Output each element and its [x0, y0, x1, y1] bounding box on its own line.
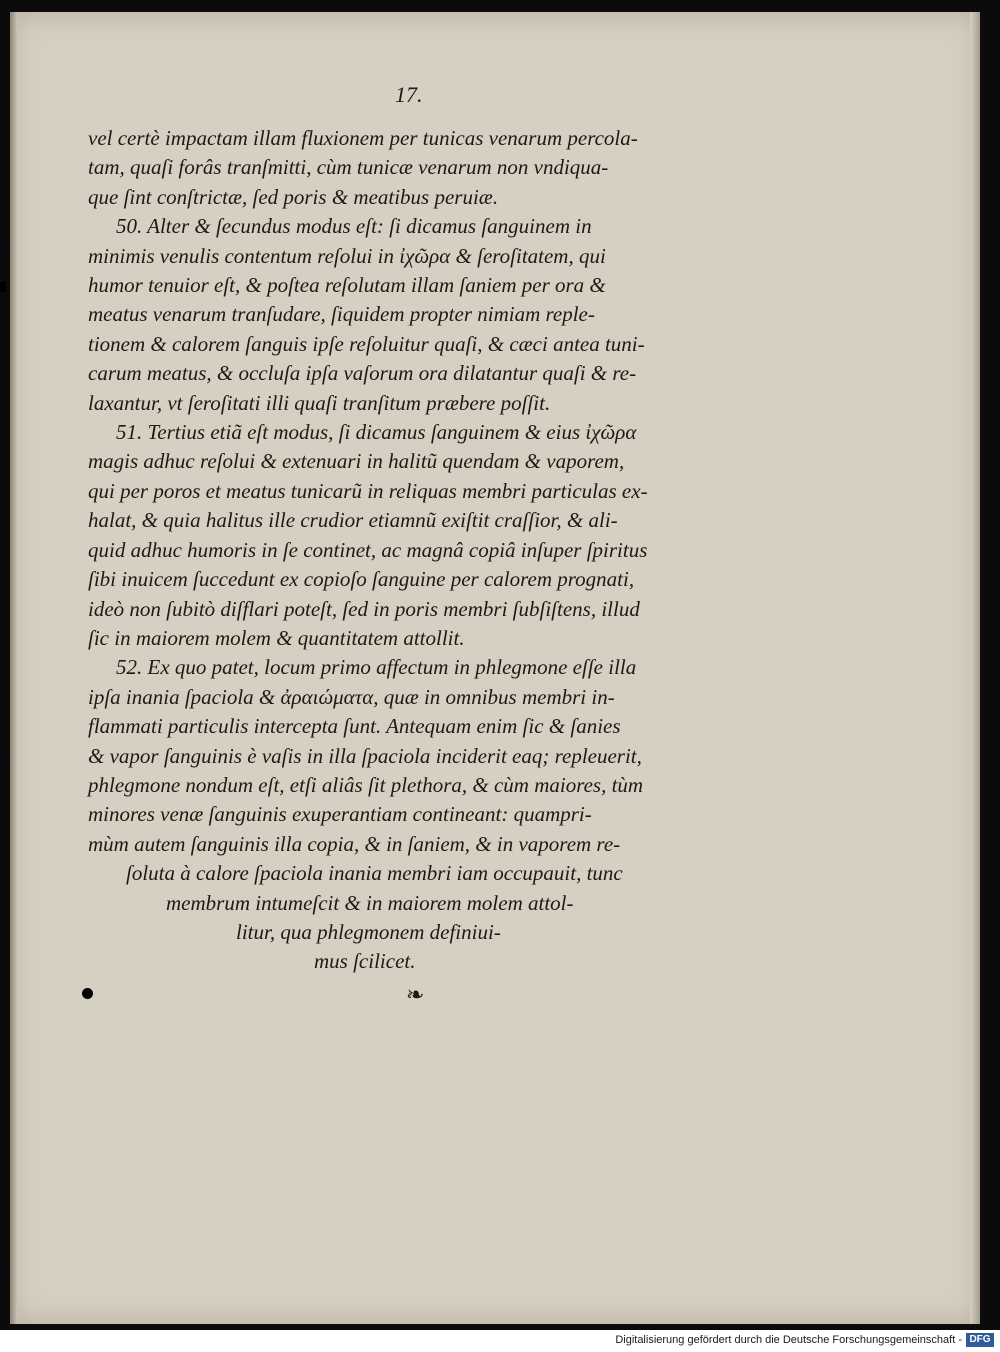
margin-mark: [0, 282, 6, 292]
top-spacer: [88, 80, 748, 124]
text-line: carum meatus, & occluſa ipſa vaſorum ora dilatantur quaſi & re-: [88, 361, 637, 386]
paragraph-51-start: 51. Tertius etiã eſt modus, ſi dicamus ſanguinem & eius ἰχῶρα: [116, 420, 637, 445]
text-line: tam, quaſi forâs tranſmitti, cùm tunicæ venarum non vndiqua-: [88, 155, 609, 180]
text-line: minores venæ ſanguinis exuperantiam contineant: quampri-: [88, 802, 592, 827]
text-line: mùm autem ſanguinis illa copia, & in ſaniem, & in vaporem re-: [88, 831, 621, 856]
footer-bar: [0, 1330, 1000, 1352]
text-line: ideò non ſubitò diſflari poteſt, ſed in poris membri ſubſiſtens, illud: [88, 596, 640, 621]
text-line: phlegmone nondum eſt, etſi aliâs ſit plethora, & cùm maiores, tùm: [88, 772, 644, 797]
text-line: minimis venulis contentum reſolui in ἰχῶρα & ſeroſitatem, qui: [88, 243, 606, 268]
text-line: flammati particulis intercepta ſunt. Antequam enim ſic & ſanies: [88, 714, 621, 739]
text-line: tionem & calorem ſanguis ipſe reſoluitur quaſi, & cæci antea tuni-: [88, 331, 645, 356]
paragraph-50-start: 50. Alter & ſecundus modus eſt: ſi dicamus ſanguinem in: [116, 214, 592, 239]
body-text: [88, 80, 748, 977]
page-right-edge: [970, 12, 980, 1324]
text-line: ſibi inuicem ſuccedunt ex copioſo ſanguine per calorem prognati,: [88, 567, 635, 592]
text-line: ſic in maiorem molem & quantitatem attollit.: [88, 625, 465, 650]
text-line: & vapor ſanguinis è vaſis in illa ſpaciola inciderit eaq; repleuerit,: [88, 743, 642, 768]
page-number: 17.: [395, 82, 423, 107]
text-line: laxantur, vt ſeroſitati illi quaſi tranſitum præbere poſſit.: [88, 390, 551, 415]
text-line: que ſint conſtrictæ, ſed poris & meatibus peruiæ.: [88, 184, 499, 209]
text-line: meatus venarum tranſudare, ſiquidem propter nimiam reple-: [88, 302, 595, 327]
paragraph-52-start: 52. Ex quo patet, locum primo affectum in phlegmone eſſe illa: [116, 655, 637, 680]
fleuron-ornament: ❧: [406, 982, 425, 1007]
text-line: halat, & quia halitus ille crudior etiamnũ exiſtit craſſior, & ali-: [88, 508, 618, 533]
text-line: ipſa inania ſpaciola & ἀραιώματα, quæ in omnibus membri in-: [88, 684, 615, 709]
text-line: vel certè impactam illam fluxionem per tunicas venarum percola-: [88, 126, 638, 150]
ink-dot-mark: [82, 988, 93, 999]
text-line-tapered: mus ſcilicet.: [314, 949, 416, 974]
text-line: qui per poros et meatus tunicarũ in reliquas membri particulas ex-: [88, 478, 648, 503]
dfg-logo: DFG: [966, 1333, 994, 1347]
text-line-tapered: membrum intumeſcit & in maiorem molem attol-: [166, 890, 574, 915]
text-line: quid adhuc humoris in ſe continet, ac magnâ copiâ inſuper ſpiritus: [88, 537, 648, 562]
text-line-tapered: litur, qua phlegmonem definiui-: [236, 919, 501, 944]
text-line-tapered: ſoluta à calore ſpaciola inania membri iam occupauit, tunc: [126, 861, 623, 886]
text-line: magis adhuc reſolui & extenuari in halitũ quendam & vaporem,: [88, 449, 625, 474]
text-line: humor tenuior eſt, & poſtea reſolutam illam ſaniem per ora &: [88, 273, 606, 298]
footer-credit: Digitalisierung gefördert durch die Deutsche Forschungsgemeinschaft -: [615, 1334, 962, 1346]
page-left-edge: [10, 12, 18, 1324]
